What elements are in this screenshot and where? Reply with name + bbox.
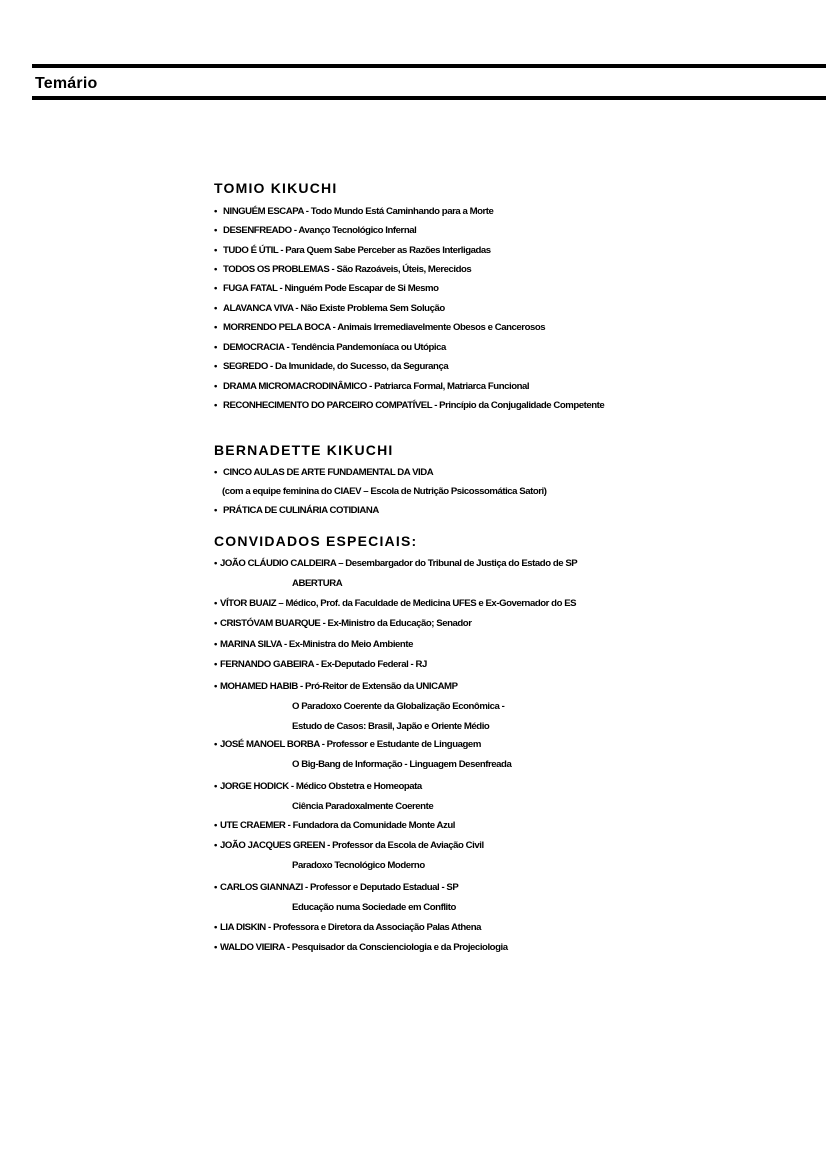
header-rule-top: [32, 64, 826, 68]
guest-item: • JORGE HODICK - Médico Obstetra e Homeopata: [214, 781, 422, 792]
bullet-icon: •: [214, 942, 217, 953]
list-item: • SEGREDO - Da Imunidade, do Sucesso, da Segurança: [214, 361, 449, 372]
list-item: • TUDO É ÚTIL - Para Quem Sabe Perceber as Razões Interligadas: [214, 245, 491, 256]
bullet-icon: •: [214, 505, 217, 516]
guest-topic: Paradoxo Tecnológico Moderno: [292, 860, 425, 871]
bullet-icon: •: [214, 781, 217, 792]
header-rule-bottom: [32, 96, 826, 100]
section-title-guests: CONVIDADOS ESPECIAIS:: [214, 533, 418, 549]
list-item: • CINCO AULAS DE ARTE FUNDAMENTAL DA VIDA: [214, 467, 434, 478]
bullet-icon: •: [214, 206, 217, 217]
bullet-icon: •: [214, 882, 217, 893]
guest-item: • CRISTÓVAM BUARQUE - Ex-Ministro da Educação; Senador: [214, 618, 472, 629]
bullet-icon: •: [214, 303, 217, 314]
list-item: • MORRENDO PELA BOCA - Animais Irremediavelmente Obesos e Cancerosos: [214, 322, 546, 333]
guest-item: • WALDO VIEIRA - Pesquisador da Conscienciologia e da Projeciologia: [214, 942, 508, 953]
bullet-icon: •: [214, 739, 217, 750]
bullet-icon: •: [214, 361, 217, 372]
guest-item: • FERNANDO GABEIRA - Ex-Deputado Federal - RJ: [214, 659, 427, 670]
bullet-icon: •: [214, 225, 217, 236]
bullet-icon: •: [214, 283, 217, 294]
section-title-bernadette: BERNADETTE KIKUCHI: [214, 442, 394, 458]
guest-item: • VÍTOR BUAIZ – Médico, Prof. da Faculdade de Medicina UFES e Ex-Governador do ES: [214, 598, 577, 609]
list-item: • DESENFREADO - Avanço Tecnológico Infernal: [214, 225, 417, 236]
bullet-icon: •: [214, 639, 217, 650]
guest-item: • MOHAMED HABIB - Pró-Reitor de Extensão da UNICAMP: [214, 681, 458, 692]
guest-item: • CARLOS GIANNAZI - Professor e Deputado Estadual - SP: [214, 882, 459, 893]
bullet-icon: •: [214, 245, 217, 256]
bullet-icon: •: [214, 681, 217, 692]
guest-item: • JOÃO CLÁUDIO CALDEIRA – Desembargador do Tribunal de Justiça do Estado de SP: [214, 558, 578, 569]
bullet-icon: •: [214, 618, 217, 629]
list-item: • PRÁTICA DE CULINÁRIA COTIDIANA: [214, 505, 379, 516]
bullet-icon: •: [214, 467, 217, 478]
bullet-icon: •: [214, 820, 217, 831]
list-item: • FUGA FATAL - Ninguém Pode Escapar de Si Mesmo: [214, 283, 439, 294]
guest-item: • JOÃO JACQUES GREEN - Professor da Escola de Aviação Civil: [214, 840, 484, 851]
section-title-tomio: TOMIO KIKUCHI: [214, 180, 338, 196]
page-title: Temário: [35, 75, 98, 92]
bullet-icon: •: [214, 659, 217, 670]
bullet-icon: •: [214, 598, 217, 609]
list-item: • DRAMA MICROMACRODINÂMICO - Patriarca Formal, Matriarca Funcional: [214, 381, 530, 392]
bullet-icon: •: [214, 400, 217, 411]
guest-topic: Ciência Paradoxalmente Coerente: [292, 801, 434, 812]
guest-topic: Estudo de Casos: Brasil, Japão e Oriente Médio: [292, 721, 490, 732]
guest-topic: Educação numa Sociedade em Conflito: [292, 902, 456, 913]
guest-item: • MARINA SILVA - Ex-Ministra do Meio Ambiente: [214, 639, 413, 650]
list-item: • ALAVANCA VIVA - Não Existe Problema Sem Solução: [214, 303, 445, 314]
guest-item: • LIA DISKIN - Professora e Diretora da Associação Palas Athena: [214, 922, 481, 933]
list-item: • RECONHECIMENTO DO PARCEIRO COMPATÍVEL - Princípio da Conjugalidade Competente: [214, 400, 605, 411]
list-item: • TODOS OS PROBLEMAS - São Razoáveis, Úteis, Merecidos: [214, 264, 472, 275]
bullet-icon: •: [214, 840, 217, 851]
bullet-icon: •: [214, 264, 217, 275]
list-item-note: (com a equipe feminina do CIAEV – Escola de Nutrição Psicossomática Satori): [222, 486, 547, 497]
list-item: • NINGUÉM ESCAPA - Todo Mundo Está Caminhando para a Morte: [214, 206, 494, 217]
guest-item: • UTE CRAEMER - Fundadora da Comunidade Monte Azul: [214, 820, 455, 831]
bullet-icon: •: [214, 322, 217, 333]
bullet-icon: •: [214, 381, 217, 392]
list-item: • DEMOCRACIA - Tendência Pandemoníaca ou Utópica: [214, 342, 446, 353]
bullet-icon: •: [214, 558, 217, 569]
bullet-icon: •: [214, 922, 217, 933]
guest-topic: O Big-Bang de Informação - Linguagem Desenfreada: [292, 759, 512, 770]
guest-topic: O Paradoxo Coerente da Globalização Econômica -: [292, 701, 505, 712]
bullet-icon: •: [214, 342, 217, 353]
guest-topic: ABERTURA: [292, 578, 343, 589]
guest-item: • JOSÉ MANOEL BORBA - Professor e Estudante de Linguagem: [214, 739, 481, 750]
